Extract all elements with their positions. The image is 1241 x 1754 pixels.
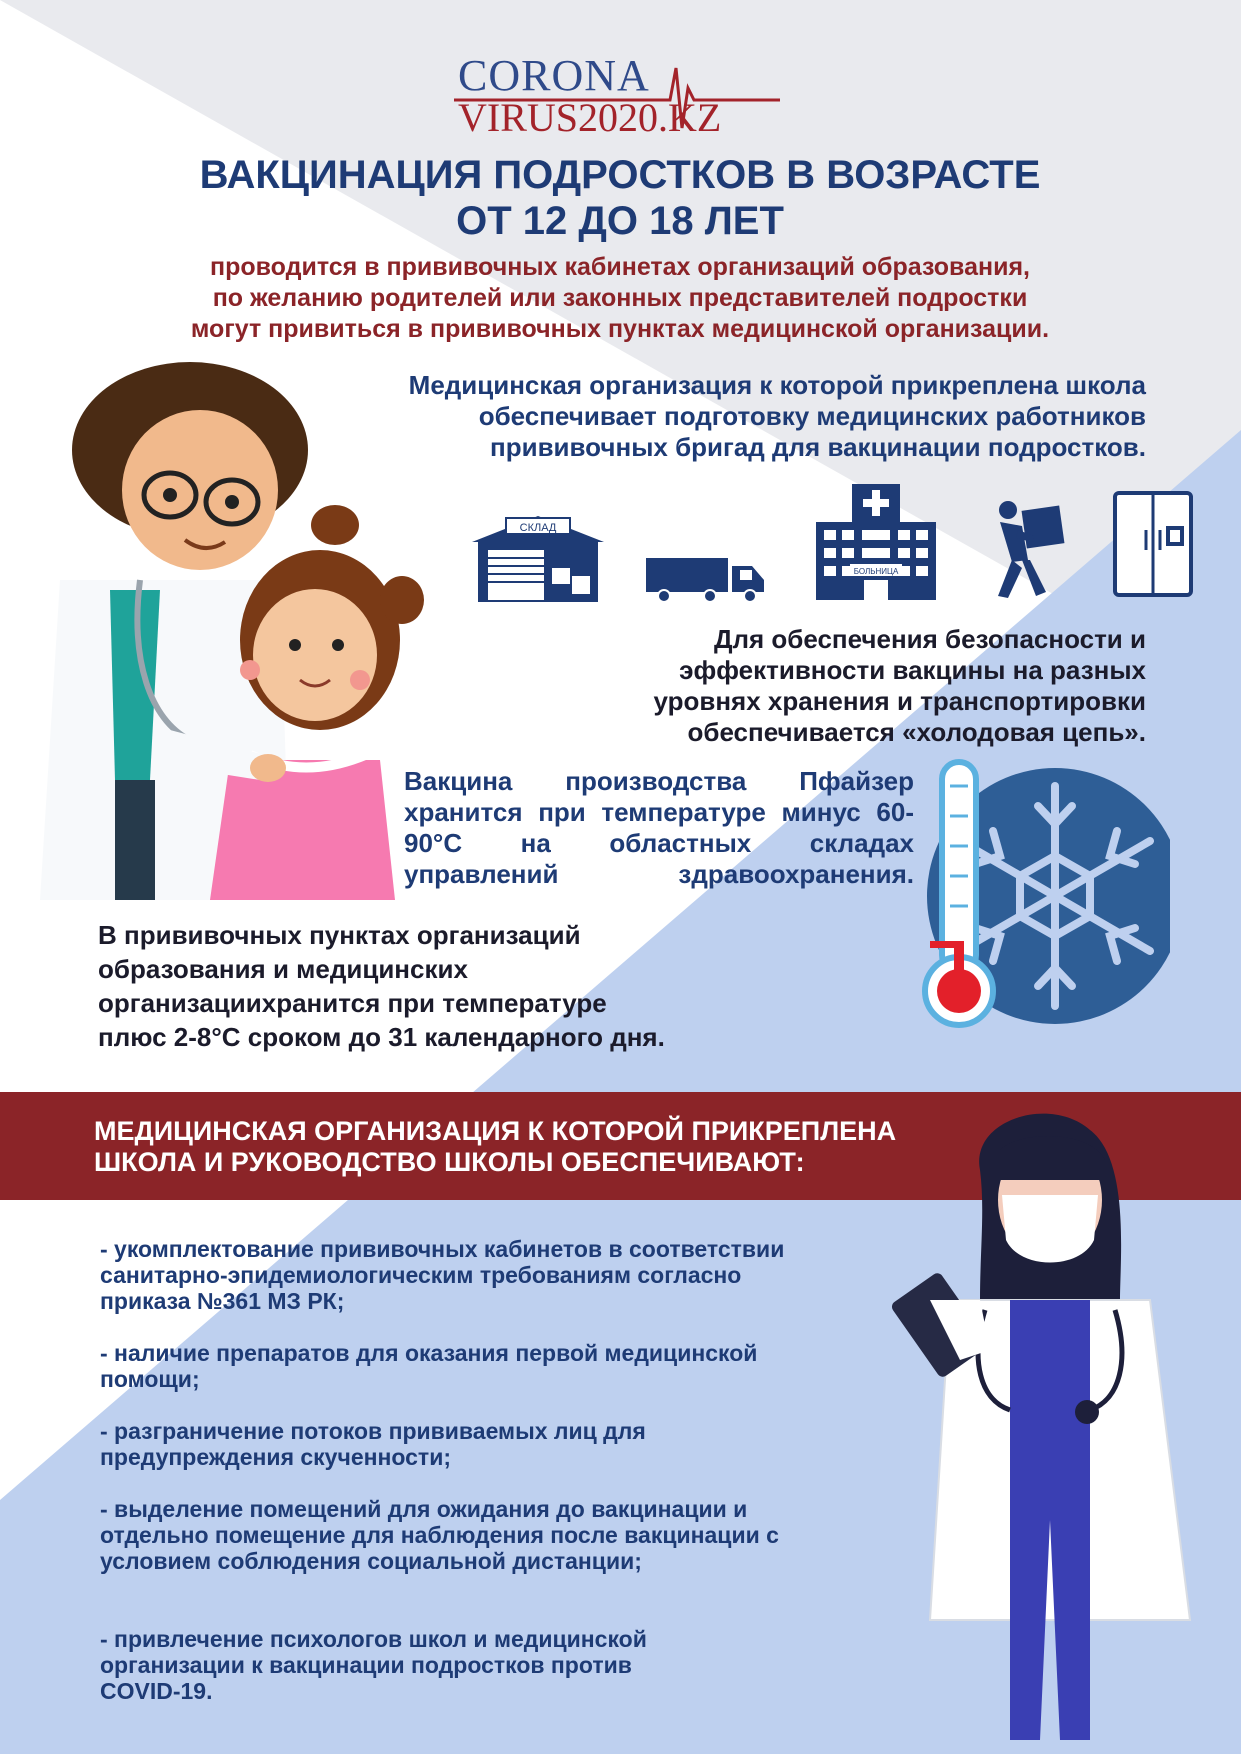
school-storage-line-3: организациихранится при температуре: [98, 988, 607, 1018]
logo-corona-text: CORONA: [458, 51, 650, 100]
cold-chain-line-3: уровнях хранения и транспортировки: [653, 686, 1146, 716]
truck-icon: [644, 552, 768, 604]
duty-item-3: [100, 1418, 900, 1470]
warehouse-icon: [468, 512, 608, 604]
duty-4-line-2: отдельно помещение для наблюдения после вакцинации с: [100, 1522, 779, 1548]
school-storage-line-2: образования и медицинских: [98, 954, 468, 984]
school-storage-text: [98, 918, 798, 1054]
duty-1-line-3: приказа №361 МЗ РК;: [100, 1288, 345, 1314]
warehouse-label: СКЛАД: [519, 522, 557, 534]
pfizer-storage-text: Вакцина производства Пфайзер хранится при температуре минус 60-90°С на областных складах управлений здравоохранения.: [404, 766, 914, 889]
duty-3-line-2: предупреждения скученности;: [100, 1444, 451, 1470]
courier-with-box-icon: [988, 500, 1066, 600]
banner-line-2: ШКОЛА И РУКОВОДСТВО ШКОЛЫ ОБЕСПЕЧИВАЮТ:: [94, 1147, 805, 1177]
spacer: [100, 1392, 900, 1418]
school-storage-line-1: В прививочных пунктах организаций: [98, 920, 581, 950]
subtitle-line-1: проводится в прививочных кабинетах организаций образования,: [210, 253, 1030, 281]
logo: [450, 48, 790, 138]
duty-item-4: [100, 1496, 900, 1574]
spacer: [100, 1470, 900, 1496]
banner-heading: [94, 1116, 994, 1178]
duty-item-5: [100, 1626, 900, 1704]
refrigerator-icon: [1112, 490, 1194, 598]
med-org-line-2: обеспечивает подготовку медицинских работников: [478, 401, 1146, 431]
logo-virus-text: VIRUS2020.KZ: [458, 95, 722, 140]
med-org-line-1: Медицинская организация к которой прикреплена школа: [408, 370, 1146, 400]
med-org-text: [240, 370, 1146, 463]
duty-5-line-2: организации к вакцинации подростков против: [100, 1652, 632, 1678]
subtitle-line-3: могут привиться в прививочных пунктах медицинской организации.: [190, 315, 1050, 343]
duty-4-line-1: - выделение помещений для ожидания до вакцинации и: [100, 1496, 748, 1522]
cold-chain-text: [520, 624, 1146, 748]
cold-chain-line-4: обеспечивается «холодовая цепь».: [687, 717, 1146, 747]
subtitle: [60, 252, 1180, 345]
hospital-icon: [814, 482, 938, 602]
subtitle-line-2: по желанию родителей или законных представителей подростки: [212, 284, 1028, 312]
page-title: [80, 152, 1160, 244]
duty-item-2: [100, 1340, 900, 1392]
duty-4-line-3: условием соблюдения социальной дистанции;: [100, 1548, 642, 1574]
duties-list: [100, 1236, 900, 1704]
title-line-2: ОТ 12 ДО 18 ЛЕТ: [456, 199, 784, 243]
duty-1-line-1: - укомплектование прививочных кабинетов в соответствии: [100, 1236, 785, 1262]
hospital-label: БОЛЬНИЦА: [853, 567, 899, 576]
school-storage-line-4: плюс 2-8°С сроком до 31 календарного дня.: [98, 1022, 665, 1052]
duty-2-line-2: помощи;: [100, 1366, 200, 1392]
duty-item-1: [100, 1236, 900, 1314]
med-org-line-3: прививочных бригад для вакцинации подростков.: [490, 432, 1146, 462]
duty-3-line-1: - разграничение потоков прививаемых лиц для: [100, 1418, 646, 1444]
duty-2-line-1: - наличие препаратов для оказания первой медицинской: [100, 1340, 758, 1366]
cold-chain-line-2: эффективности вакцины на разных: [679, 655, 1146, 685]
duty-5-line-1: - привлечение психологов школ и медицинской: [100, 1626, 647, 1652]
banner-line-1: МЕДИЦИНСКАЯ ОРГАНИЗАЦИЯ К КОТОРОЙ ПРИКРЕПЛЕНА: [94, 1116, 897, 1146]
cold-chain-line-1: Для обеспечения безопасности и: [713, 624, 1146, 654]
female-doctor-illustration: [890, 1100, 1210, 1754]
duty-5-line-3: COVID-19.: [100, 1678, 213, 1704]
spacer: [100, 1574, 900, 1626]
thermometer-snowflake-icon: [920, 756, 1170, 1036]
duty-1-line-2: санитарно-эпидемиологическим требованиям согласно: [100, 1262, 742, 1288]
title-line-1: ВАКЦИНАЦИЯ ПОДРОСТКОВ В ВОЗРАСТЕ: [199, 153, 1041, 197]
spacer: [100, 1314, 900, 1340]
